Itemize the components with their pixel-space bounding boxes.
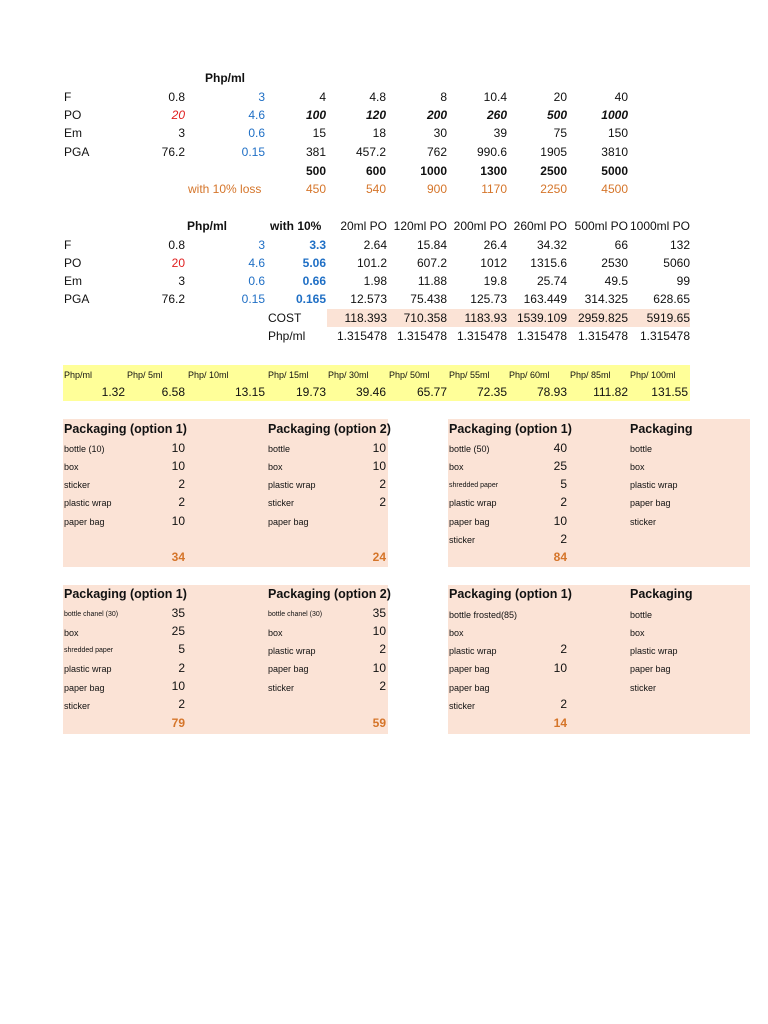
packaging-item: plastic wrap (630, 480, 678, 490)
price-strip-value: 13.15 (234, 385, 265, 399)
total-cell: 2500 (540, 164, 567, 178)
table2-cell: 34.32 (536, 238, 567, 252)
table1-cell: 18 (372, 126, 386, 140)
phpml-cell: 1.315478 (577, 329, 628, 343)
packaging-item: paper bag (630, 498, 671, 508)
packaging-price: 40 (553, 441, 567, 455)
table2-cell: 1.98 (363, 274, 387, 288)
table1-cell: 39 (493, 126, 507, 140)
price-strip-value: 131.55 (651, 385, 688, 399)
table1-cell: 8 (440, 90, 447, 104)
phpml-cell: 1.315478 (516, 329, 567, 343)
ingredient-price: 0.8 (168, 238, 185, 252)
packaging-item: paper bag (268, 517, 309, 527)
price-strip-value: 65.77 (416, 385, 447, 399)
packaging-title: Packaging (option 1) (449, 422, 572, 436)
ingredient-name: PO (64, 108, 82, 122)
ingredient-price: 76.2 (161, 292, 185, 306)
ingredient-per-ml: 0.15 (241, 145, 265, 159)
cost-cell: 5919.65 (646, 311, 690, 325)
table1-cell: 260 (486, 108, 507, 122)
packaging-item: bottle chanel (30) (268, 611, 323, 618)
ingredient-price: 3 (178, 274, 185, 288)
column-header: 500ml PO (574, 219, 628, 233)
packaging-title: Packaging (630, 422, 693, 436)
packaging-price: 5 (560, 477, 567, 491)
total-cell: 1300 (480, 164, 507, 178)
column-header: 200ml PO (453, 219, 507, 233)
ingredient-name: F (64, 238, 72, 252)
packaging-item: plastic wrap (449, 498, 497, 508)
packaging-item: plastic wrap (268, 480, 316, 490)
packaging-item: bottle (630, 444, 653, 454)
packaging-item: plastic wrap (64, 498, 112, 508)
ingredient-price: 3 (178, 126, 185, 140)
packaging-price: 10 (553, 514, 567, 528)
table1-cell: 15 (312, 126, 326, 140)
ingredient-price: 20 (171, 256, 185, 270)
packaging-item: sticker (268, 683, 295, 693)
packaging-price: 10 (171, 679, 185, 693)
phpml-cell: 1.315478 (456, 329, 507, 343)
table2-cell: 163.449 (523, 292, 567, 306)
table2-cell: 99 (676, 274, 690, 288)
table1-cell: 3810 (601, 145, 628, 159)
cost-cell: 2959.825 (577, 311, 628, 325)
table1-cell: 457.2 (355, 145, 386, 159)
packaging-item: box (268, 462, 283, 472)
packaging-item: plastic wrap (630, 646, 678, 656)
cost-label: COST (268, 311, 302, 325)
packaging-total: 59 (372, 716, 386, 730)
table1-cell: 120 (365, 108, 386, 122)
packaging-title: Packaging (option 2) (268, 587, 391, 601)
total-cell: 600 (365, 164, 386, 178)
packaging-total: 34 (171, 550, 185, 564)
table1-cell: 762 (426, 145, 447, 159)
packaging-price: 10 (171, 441, 185, 455)
packaging-total: 79 (171, 716, 185, 730)
phpml-cell: 1.315478 (336, 329, 387, 343)
column-header: 120ml PO (393, 219, 447, 233)
table2-cell: 75.438 (410, 292, 447, 306)
loss-cell: 1170 (481, 182, 507, 196)
packaging-item: paper bag (268, 664, 309, 674)
packaging-item: sticker (630, 517, 657, 527)
packaging-total: 84 (553, 550, 567, 564)
table2-cell: 12.573 (350, 292, 387, 306)
price-strip-value: 6.58 (161, 385, 185, 399)
price-strip-value: 39.46 (355, 385, 386, 399)
price-strip-label: Php/ 10ml (188, 370, 229, 380)
packaging-price: 2 (560, 495, 567, 509)
table1-cell: 150 (607, 126, 628, 140)
price-strip-label: Php/ 85ml (570, 370, 611, 380)
packaging-price: 5 (178, 642, 185, 656)
table1-cell: 20 (553, 90, 567, 104)
table1-cell: 1000 (601, 108, 628, 122)
packaging-item: bottle frosted(85) (449, 610, 518, 620)
column-header: 1000ml PO (629, 219, 690, 233)
ingredient-name: Em (64, 274, 82, 288)
cost-cell: 710.358 (403, 311, 447, 325)
table2-cell: 628.65 (653, 292, 690, 306)
packaging-item: sticker (630, 683, 657, 693)
price-strip-label: Php/ml (64, 370, 93, 380)
ingredient-per-ml: 3 (258, 238, 265, 252)
ingredient-per-ml: 0.6 (248, 274, 265, 288)
price-strip-label: Php/ 100ml (630, 370, 676, 380)
price-strip-label: Php/ 30ml (328, 370, 369, 380)
packaging-item: sticker (449, 701, 476, 711)
price-strip-value: 111.82 (593, 385, 628, 399)
price-strip-label: Php/ 15ml (268, 370, 309, 380)
packaging-title: Packaging (option 1) (449, 587, 572, 601)
packaging-item: plastic wrap (449, 646, 497, 656)
table2-with-header: with 10% (270, 219, 322, 233)
loss-cell: 2250 (540, 182, 567, 196)
table2-cell: 49.5 (604, 274, 628, 288)
packaging-item: shredded paper (64, 647, 114, 654)
packaging-item: paper bag (64, 517, 105, 527)
packaging-item: box (268, 628, 283, 638)
table2-cell: 1012 (480, 256, 507, 270)
packaging-price: 25 (171, 624, 185, 638)
ingredient-name: PO (64, 256, 82, 270)
packaging-item: bottle chanel (30) (64, 611, 119, 618)
packaging-price: 2 (178, 495, 185, 509)
packaging-item: box (630, 628, 645, 638)
table1-unit-header: Php/ml (205, 71, 246, 85)
phpml-label: Php/ml (268, 329, 306, 343)
table2-unit-header: Php/ml (187, 219, 228, 233)
packaging-price: 10 (372, 661, 386, 675)
packaging-item: box (64, 462, 79, 472)
total-cell: 500 (305, 164, 326, 178)
packaging-price: 10 (171, 514, 185, 528)
packaging-title: Packaging (option 1) (64, 587, 187, 601)
price-strip-label: Php/ 55ml (449, 370, 490, 380)
packaging-item: plastic wrap (268, 646, 316, 656)
loss-cell: 540 (365, 182, 386, 196)
packaging-title: Packaging (630, 587, 693, 601)
packaging-item: paper bag (630, 664, 671, 674)
packaging-price: 10 (171, 459, 185, 473)
table2-cell: 132 (669, 238, 690, 252)
ingredient-price: 0.8 (168, 90, 185, 104)
table1-cell: 990.6 (476, 145, 507, 159)
table2-cell: 66 (614, 238, 628, 252)
table2-cell: 125.73 (470, 292, 507, 306)
packaging-item: sticker (268, 498, 295, 508)
loss-cell: 450 (305, 182, 326, 196)
loss-cell: 900 (426, 182, 447, 196)
ingredient-per-ml: 4.6 (248, 256, 265, 270)
packaging-price: 2 (560, 642, 567, 656)
table2-cell: 314.325 (584, 292, 628, 306)
price-strip-label: Php/ 50ml (389, 370, 430, 380)
table2-cell: 5060 (663, 256, 690, 270)
price-strip-value: 72.35 (476, 385, 507, 399)
packaging-price: 2 (379, 679, 386, 693)
packaging-item: bottle (630, 610, 653, 620)
packaging-item: sticker (64, 480, 91, 490)
ingredient-per-ml: 0.6 (248, 126, 265, 140)
packaging-total: 14 (553, 716, 567, 730)
packaging-item: box (449, 462, 464, 472)
total-cell: 5000 (601, 164, 628, 178)
table1-cell: 1905 (540, 145, 567, 159)
cost-cell: 118.393 (344, 311, 387, 325)
packaging-item: sticker (64, 701, 91, 711)
ingredient-name: PGA (64, 145, 90, 159)
packaging-price: 2 (178, 697, 185, 711)
price-strip-label: Php/ 5ml (127, 370, 163, 380)
packaging-price: 2 (178, 477, 185, 491)
packaging-price: 2 (379, 495, 386, 509)
price-strip-label: Php/ 60ml (509, 370, 550, 380)
ingredient-price: 76.2 (161, 145, 185, 159)
packaging-price: 2 (379, 642, 386, 656)
table2-cell: 2530 (601, 256, 628, 270)
packaging-price: 2 (178, 661, 185, 675)
with-loss-value: 0.165 (295, 292, 326, 306)
phpml-cell: 1.315478 (639, 329, 690, 343)
packaging-price: 2 (560, 532, 567, 546)
packaging-item: paper bag (449, 683, 490, 693)
table1-cell: 200 (426, 108, 447, 122)
table2-cell: 101.2 (356, 256, 387, 270)
packaging-price: 2 (560, 697, 567, 711)
table2-cell: 15.84 (416, 238, 447, 252)
table1-cell: 40 (614, 90, 628, 104)
table1-cell: 30 (433, 126, 447, 140)
table2-cell: 19.8 (483, 274, 507, 288)
packaging-item: paper bag (449, 664, 490, 674)
packaging-price: 25 (553, 459, 567, 473)
packaging-price: 35 (372, 606, 386, 620)
phpml-cell: 1.315478 (396, 329, 447, 343)
table1-cell: 10.4 (483, 90, 507, 104)
table2-cell: 25.74 (536, 274, 567, 288)
packaging-price: 10 (372, 441, 386, 455)
loss-label: with 10% loss (188, 182, 262, 196)
packaging-item: box (449, 628, 464, 638)
with-loss-value: 3.3 (309, 238, 326, 252)
column-header: 260ml PO (513, 219, 567, 233)
ingredient-name: F (64, 90, 72, 104)
packaging-item: bottle (268, 444, 291, 454)
ingredient-name: PGA (64, 292, 90, 306)
price-strip-value: 78.93 (536, 385, 567, 399)
packaging-item: paper bag (64, 683, 105, 693)
ingredient-per-ml: 4.6 (248, 108, 265, 122)
packaging-price: 10 (553, 661, 567, 675)
packaging-item: box (630, 462, 645, 472)
packaging-total: 24 (372, 550, 386, 564)
table1-cell: 100 (305, 108, 326, 122)
cost-cell: 1539.109 (516, 311, 567, 325)
price-strip-value: 19.73 (295, 385, 326, 399)
packaging-item: shredded paper (449, 482, 499, 489)
packaging-item: plastic wrap (64, 664, 112, 674)
ingredient-per-ml: 0.15 (241, 292, 265, 306)
table1-cell: 4.8 (369, 90, 386, 104)
table1-cell: 500 (546, 108, 567, 122)
column-header: 20ml PO (340, 219, 387, 233)
with-loss-value: 5.06 (302, 256, 326, 270)
packaging-price: 35 (171, 606, 185, 620)
table2-cell: 2.64 (363, 238, 387, 252)
table2-cell: 1315.6 (530, 256, 567, 270)
packaging-price: 10 (372, 624, 386, 638)
table2-cell: 11.88 (417, 274, 447, 288)
ingredient-name: Em (64, 126, 82, 140)
price-strip-value: 1.32 (101, 385, 125, 399)
packaging-price: 10 (372, 459, 386, 473)
packaging-item: paper bag (449, 517, 490, 527)
table2-cell: 607.2 (416, 256, 447, 270)
packaging-title: Packaging (option 2) (268, 422, 391, 436)
packaging-item: bottle (10) (64, 444, 105, 454)
table1-cell: 75 (553, 126, 567, 140)
cost-cell: 1183.93 (464, 311, 507, 325)
ingredient-price: 20 (171, 108, 185, 122)
total-cell: 1000 (420, 164, 447, 178)
packaging-item: bottle (50) (449, 444, 490, 454)
packaging-price: 2 (379, 477, 386, 491)
table1-cell: 4 (319, 90, 326, 104)
table1-cell: 381 (305, 145, 326, 159)
packaging-item: box (64, 628, 79, 638)
loss-cell: 4500 (601, 182, 628, 196)
packaging-item: sticker (449, 535, 476, 545)
table2-cell: 26.4 (483, 238, 507, 252)
packaging-title: Packaging (option 1) (64, 422, 187, 436)
with-loss-value: 0.66 (302, 274, 326, 288)
ingredient-per-ml: 3 (258, 90, 265, 104)
